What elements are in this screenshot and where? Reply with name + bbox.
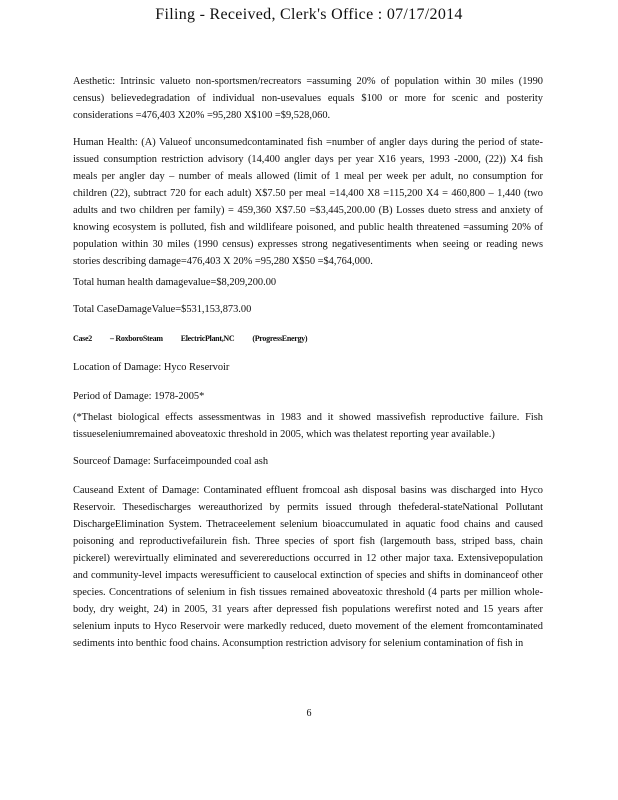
source-line: Sourceof Damage: Surfaceimpounded coal ash [73,456,269,467]
case-site: – RoxboroSteam [109,334,163,343]
cause-paragraph: Causeand Extent of Damage: Contaminated effluent fromcoal ash disposal basins was discharged into Hyco Reservoir. Thesedischarges wereauthorized by permits issued through thefederal-stateNational Pollutant DischargeElimination System. Thetraceelement selenium bioaccumulated in aquatic food chains and caused poisoning and reproductivefailurein fish. Three species of sport fish (largemouth bass, striped bass, chain pickerel) werevirtually eliminated and severereductions occurred in 12 other major taxa. Extensivepopulation and community-level impacts weresufficient to causelocal extinction of species and shifts in dominanceof other species. Concentrations of selenium in fish tissues remained aboveatoxic threshold (4 parts per million whole-body, dry weight, 24) in 2005, 31 years after depressed fish populations werefirst noted and 15 years after selenium inputs to Hyco Reservoir were markedly reduced, dueto movement of the element fromcontaminated sediments into benthic food chains. Aconsumption restriction advisory for selenium contamination of fish in [73,485,543,649]
total-health-line: Total human health damagevalue=$8,209,200.00 [73,277,277,288]
document-body [73,73,543,662]
page-number: 6 [306,708,312,719]
period-line: Period of Damage: 1978-2005* [73,391,205,402]
aesthetic-paragraph: Aesthetic: Intrinsic valueto non-sportsmen/recreators =assuming 20% of population within 30 miles (1990 census) believedegradation of individual non-usevalues equals $100 or more for scenic and posterity considerations =476,403 X20% =95,280 X$100 =$9,528,060. [73,76,543,121]
case-number: Case2 [73,334,92,343]
location-line: Location of Damage: Hyco Reservoir [73,362,230,373]
case-heading [73,330,543,347]
case-plant: ElectricPlant,NC [180,334,235,343]
case-owner: (ProgressEnergy) [252,334,308,343]
total-case-line: Total CaseDamageValue=$531,153,873.00 [73,304,252,315]
filing-header: Filing - Received, Clerk's Office : 07/17/2014 [155,6,463,23]
period-note: (*Thelast biological effects assessmentwas in 1983 and it showed massivefish reproductive failure. Fish tissueseleniumremained aboveatoxic threshold in 2005, which was thelatest reporting year available.) [73,412,543,440]
human-health-paragraph: Human Health: (A) Valueof unconsumedcontaminated fish =number of angler days during the period of state-issued consumption restriction advisory (14,400 angler days per year X16 years, 1993 -2000, (22)) X4 fish meals per angler day – number of meals allowed (limit of 1 meal per week per adult, no consumption for children (22), subtract 720 for each adult) X$7.50 per meal =14,400 X8 =115,200 X4 = 460,800 – 1,440 (two adults and two children per family) = 459,360 X$7.50 =$3,445,200.00 (B) Losses dueto stress and anxiety of knowing ecosystem is polluted, fish and wildlifeare poisoned, and public health threatened =assuming 20% of population within 30 miles (1990 census) expresses strong negativesentiments when seeing or reading news stories describing damage=476,403 X 20% =95,280 X$50 =$4,764,000. [73,137,543,267]
